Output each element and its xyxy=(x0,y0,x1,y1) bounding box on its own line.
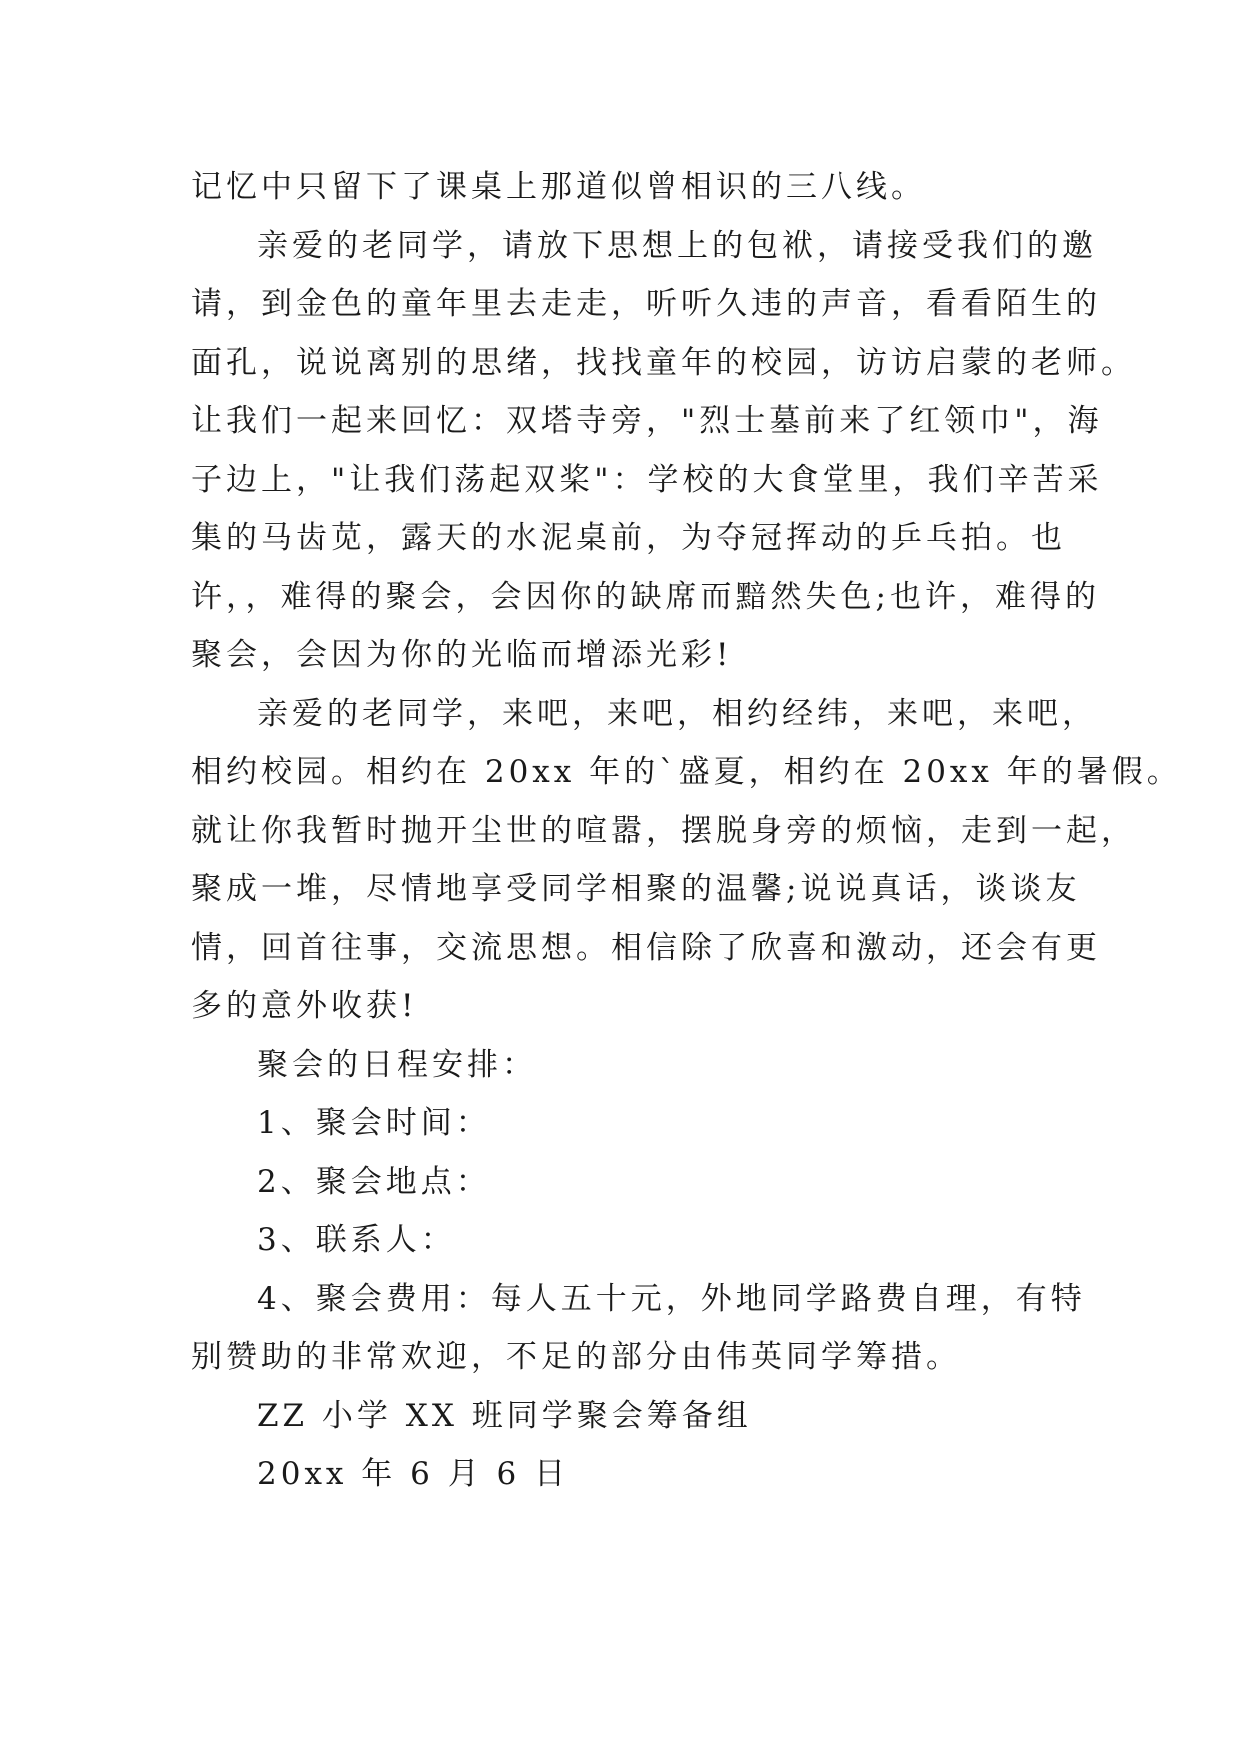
text-line: 许，，难得的聚会，会因你的缺席而黯然失色;也许，难得的 xyxy=(191,578,1100,615)
text-line: 3、联系人： xyxy=(257,1222,456,1258)
text-line: 亲爱的老同学，来吧，来吧，相约经纬，来吧，来吧， xyxy=(257,695,1097,732)
text-line: 别赞助的非常欢迎，不足的部分由伟英同学筹措。 xyxy=(191,1339,961,1375)
text-line: 情，回首往事，交流思想。相信除了欣喜和激动，还会有更 xyxy=(191,929,1101,966)
text-line: 聚成一堆，尽情地享受同学相聚的温馨;说说真话，谈谈友 xyxy=(191,871,1081,907)
text-line: 让我们一起来回忆：双塔寺旁，"烈士墓前来了红领巾"，海 xyxy=(191,403,1103,439)
text-line: 相约校园。相约在 20xx 年的`盛夏，相约在 20xx 年的暑假。 xyxy=(191,754,1182,790)
text-line: ZZ 小学 XX 班同学聚会筹备组 xyxy=(257,1397,752,1434)
text-line: 就让你我暂时抛开尘世的喧嚣，摆脱身旁的烦恼，走到一起， xyxy=(191,812,1136,849)
text-line: 面孔，说说离别的思绪，找找童年的校园，访访启蒙的老师。 xyxy=(191,344,1136,381)
text-line: 多的意外收获! xyxy=(191,988,418,1024)
text-line: 记忆中只留下了课桌上那道似曾相识的三八线。 xyxy=(191,169,926,205)
text-line: 20xx 年 6 月 6 日 xyxy=(257,1456,570,1492)
text-line: 2、聚会地点： xyxy=(257,1163,491,1200)
text-line: 聚会，会因为你的光临而增添光彩! xyxy=(191,637,733,673)
text-line: 请，到金色的童年里去走走，听听久违的声音，看看陌生的 xyxy=(191,286,1101,322)
text-line: 集的马齿苋，露天的水泥桌前，为夺冠挥动的乒乓拍。也 xyxy=(191,520,1066,556)
text-line: 4、聚会费用：每人五十元，外地同学路费自理，有特 xyxy=(257,1280,1086,1317)
text-line: 子边上，"让我们荡起双桨"：学校的大食堂里，我们辛苦采 xyxy=(191,461,1103,498)
document-body xyxy=(191,158,1182,1504)
text-line: 1、聚会时间： xyxy=(257,1105,491,1141)
text-line: 聚会的日程安排： xyxy=(257,1046,537,1083)
text-line: 亲爱的老同学，请放下思想上的包袱，请接受我们的邀 xyxy=(257,227,1097,264)
